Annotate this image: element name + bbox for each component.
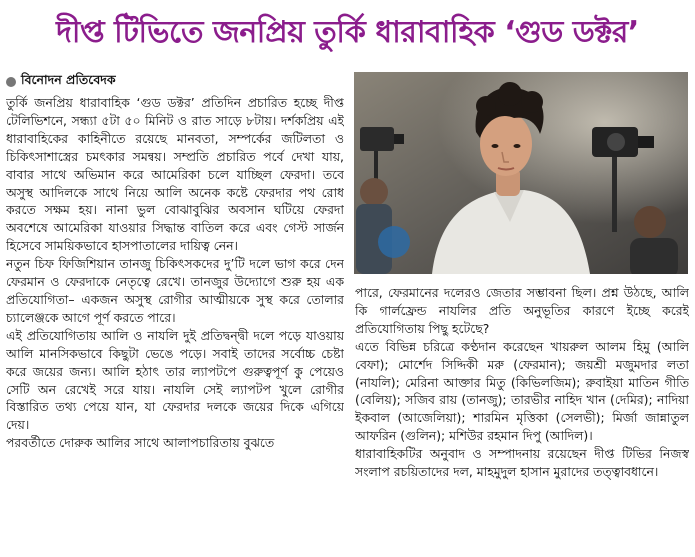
article-photo [354, 72, 688, 274]
paragraph: ধারাবাহিকটির অনুবাদ ও সম্পাদনায় রয়েছেন দীপ্ত টিভির নিজস্ব সংলাপ রচয়িতাদের দল, মাহমুদুল হাসান মুরাদের তত্ত্বাবধানে। [355, 446, 689, 480]
article-column-right [355, 284, 689, 554]
paragraph: তুর্কি জনপ্রিয় ধারাবাহিক ‘গুড ডক্টর’ প্রতিদিন প্রচারিত হচ্ছে দীপ্ত টেলিভিশনে, সন্ধ্যা ৫টা ৫০ মিনিট ও রাত সাড়ে ৮টায়। দর্শকপ্রিয় এই ধারাবাহিকের কাহিনীতে রয়েছে মানবতা, সম্পর্কের জটিলতা ও চিকিৎসাশাস্ত্রের চমৎকার সমন্বয়। সম্প্রতি প্রচারিত পর্বে দেখা যায়, বাবার সাথে অভিমান করে আমেরিকা চলে যাচ্ছিল ফেরদা। তবে অসুস্থ আদিলকে সাথে নিয়ে আলি অনেক কষ্টে ফেরদার পথ রোধ করতে সক্ষম হয়। নানা ভুল বোঝাবুঝির অবসান ঘটিয়ে ফেরদা অবশেষে আমেরিকা যাওয়ার সিদ্ধান্ত বাতিল করে এবং গেস্ট সার্জন হিসেবে সাময়িকভাবে হাসপাতালের দায়িত্ব নেন। [6, 95, 344, 254]
paragraph: এই প্রতিযোগিতায় আলি ও নাযলি দুই প্রতিদ্বন্দ্বী দলে পড়ে যাওয়ায় আলি মানসিকভাবে কিছুটা ভেঙে পড়ে। সবাই তাদের সর্বোচ্চ চেষ্টা করে জয়ের জন্য। আলি হঠাৎ তার ল্যাপটপে গুরুত্বপূর্ণ কু পেয়েও সেটি অন রেখেই সরে যায়। নাযলি সেই ল্যাপটপ খুলে রোগীর বিস্তারিত তথ্য পেয়ে যান, যা ফেরদার দলকে জয়ের দিকে এগিয়ে দেয়। [6, 327, 344, 433]
photo-illustration [354, 72, 688, 274]
byline-author: বিনোদন প্রতিবেদক [21, 72, 116, 87]
paragraph: এতে বিভিন্ন চরিত্রে কণ্ঠদান করেছেন খায়রুল আলম হিমু (আলি বেফা); মোর্শেদ সিদ্দিকী মরু (ফেরমান); জয়শ্রী মজুমদার লতা (নাযলি); মেরিনা আক্তার মিতু (কিভিলজিম); রুবাইয়া মাতিন গীতি (বেলিয়); সজিব রায় (তানজু); তারভীর নাহিদ খান (দেমির); নাদিয়া ইকবাল (আজেলিয়া); শারমিন মৃত্তিকা (সেলভী); মির্জা জান্নাতুল আফরিন (গুলিন); মশিউর রহমান দিপু (আদিল)। [355, 338, 689, 444]
article-column-left [6, 94, 344, 554]
paragraph: পারে, ফেরমানের দলেরও জেতার সম্ভাবনা ছিল। প্রশ্ন উঠছে, আলি কি গার্লফ্রেন্ড নাযলির প্রতি অনুভূতির কারণে ইচ্ছে করেই প্রতিযোগিতায় পিছু হটেছে? [355, 285, 689, 336]
headline-banner [0, 0, 695, 66]
article-headline: দীপ্ত টিভিতে জনপ্রিয় তুর্কি ধারাবাহিক ‘গুড ডক্টর’ [56, 14, 639, 50]
paragraph: পরবর্তীতে দোরুক আলির সাথে আলাপচারিতায় বুঝতে [6, 435, 275, 451]
paragraph: নতুন চিফ ফিজিশিয়ান তানজু চিকিৎসকদের দু’টি দলে ভাগ করে দেন ফেরমান ও ফেরদাকে নেতৃত্বে রেখে। তানজুর উদ্যোগে শুরু হয় এক প্রতিযোগিতা– একজন অসুস্থ রোগীর আত্মীয়কে সুস্থ করে তোলার চ্যালেঞ্জকে আগে পূর্ণ করতে পারে। [6, 256, 344, 325]
byline-bullet-icon [6, 77, 16, 87]
byline [6, 72, 346, 92]
